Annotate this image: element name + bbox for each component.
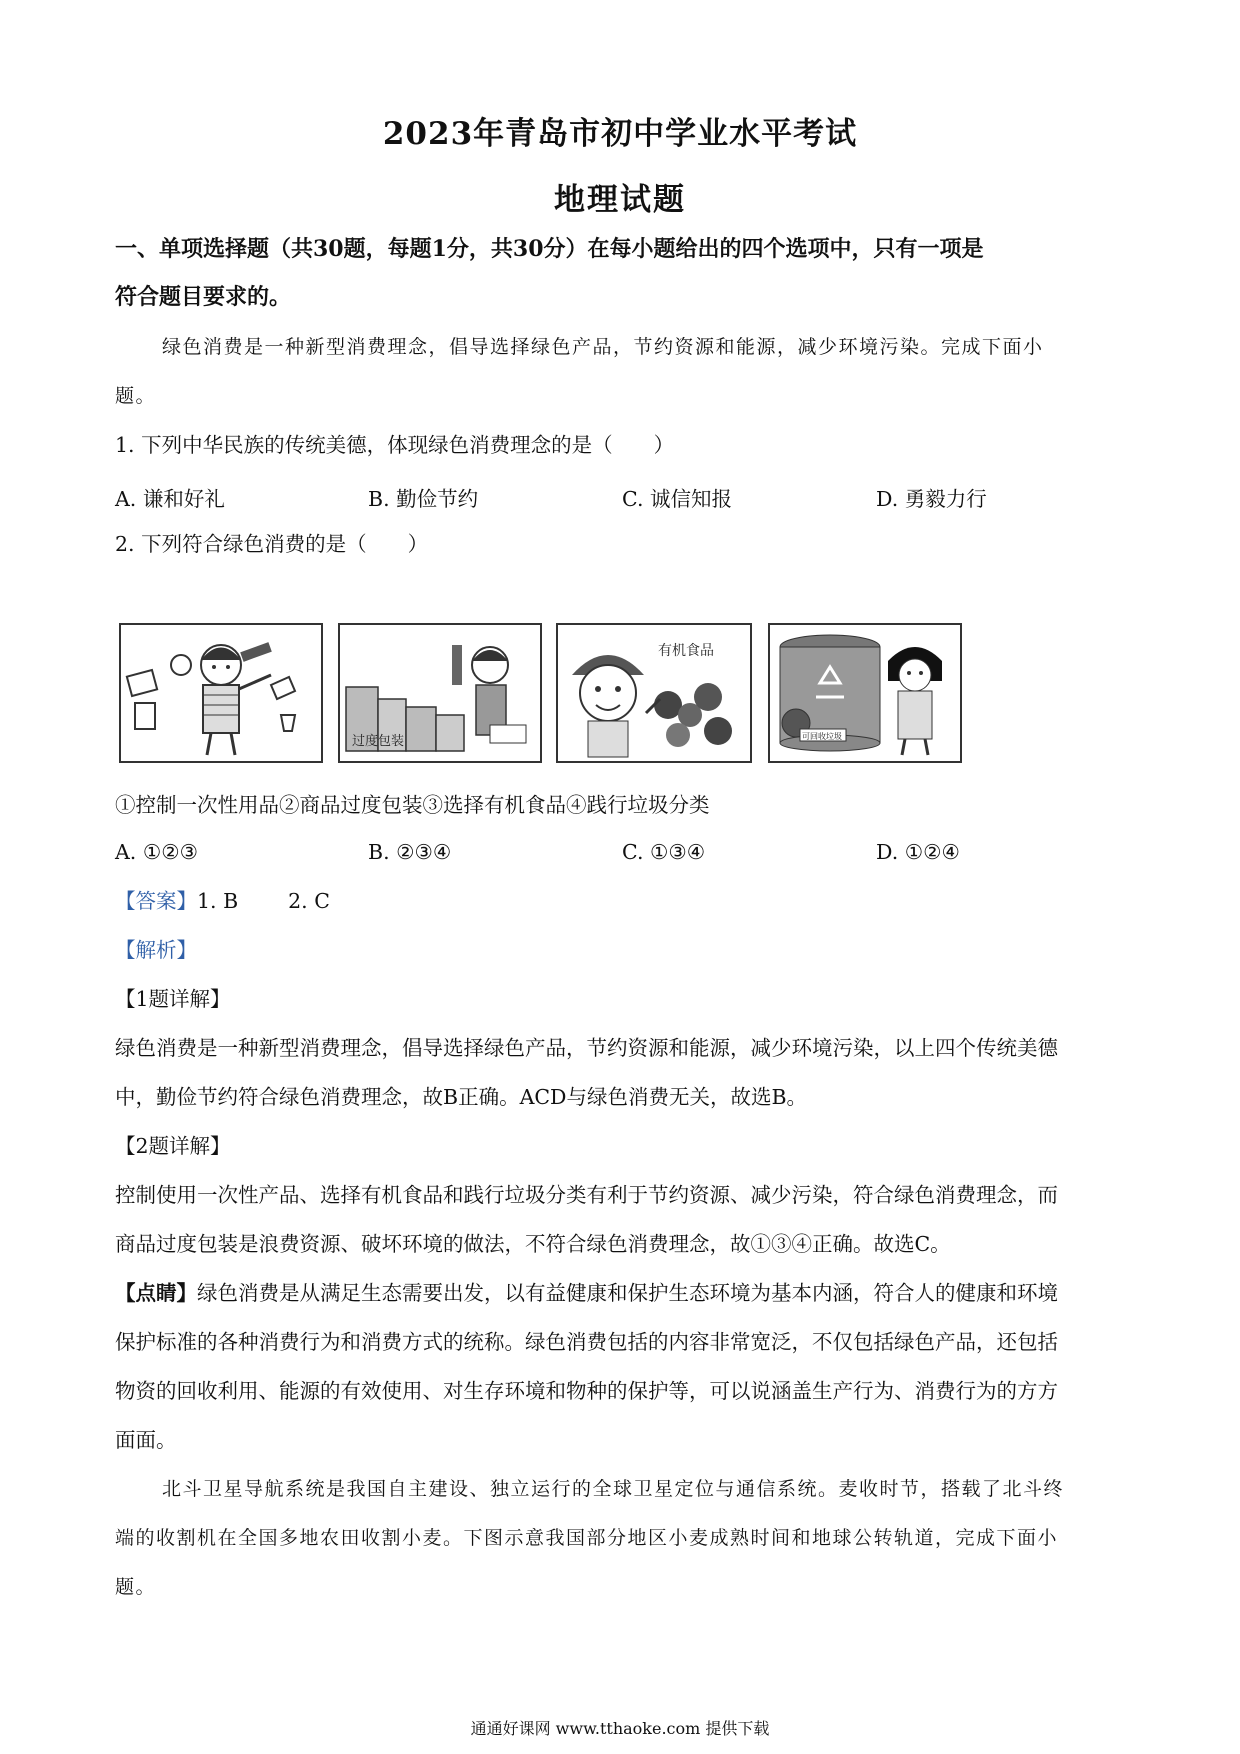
q1-option-b: B. 勤俭节约 [368,487,479,511]
section-heading-cont: 符合题目要求的。 [115,284,292,310]
q2-option-b: B. ②③④ [368,840,452,864]
analysis-label: 【解析】 [115,938,197,962]
question-2-stem: 2. 下列符合绿色消费的是（ ） [115,532,429,556]
detail-1-text: 绿色消费是一种新型消费理念，倡导选择绿色产品，节约资源和能源，减少环境污染，以上四个传统美德 [115,1036,1058,1060]
exam-title: 2023年青岛市初中学业水平考试 [382,116,858,152]
page-footer: 通通好课网 www.tthaoke.com 提供下载 [470,1719,770,1738]
q2-option-d: D. ①②④ [876,840,960,864]
q2-option-a: A. ①②③ [115,840,198,864]
tip-text-4: 面面。 [115,1428,177,1452]
answer-1: 1. B [197,889,239,913]
recycle-caption: 可回收垃圾 [802,732,842,741]
intro2-paragraph: 北斗卫星导航系统是我国自主建设、独立运行的全球卫星定位与通信系统。麦收时节，搭载了北斗终 [162,1478,1065,1500]
detail-2-text: 控制使用一次性产品、选择有机食品和践行垃圾分类有利于节约资源、减少污染，符合绿色消费理念，而 [115,1183,1058,1207]
detail-2-label: 【2题详解】 [115,1134,231,1158]
organic-food-caption: 有机食品 [658,643,714,659]
disposable-items-illustration [119,623,323,763]
q2-image-labels: ①控制一次性用品②商品过度包装③选择有机食品④践行垃圾分类 [115,793,710,817]
tip-paragraph [115,1280,1058,1306]
packaging-caption: 过度包装 [352,734,405,749]
answer-label: 【答案】 [115,889,197,913]
intro-paragraph-cont: 题。 [115,385,157,407]
tip-label: 【点睛】 [115,1281,197,1305]
q1-option-d: D. 勇毅力行 [876,487,987,511]
q2-option-c: C. ①③④ [622,840,706,864]
q1-option-a: A. 谦和好礼 [115,487,225,511]
question-1-stem: 1. 下列中华民族的传统美德，体现绿色消费理念的是（ ） [115,433,675,457]
detail-1-text-cont: 中，勤俭节约符合绿色消费理念，故B正确。ACD与绿色消费无关，故选B。 [115,1085,808,1109]
answer-2: 2. C [288,889,330,913]
detail-2-text-cont: 商品过度包装是浪费资源、破坏环境的做法，不符合绿色消费理念，故①③④正确。故选C。 [115,1232,951,1256]
recycling-bin-illustration [768,623,962,763]
detail-1-label: 【1题详解】 [115,987,231,1011]
exam-subtitle: 地理试题 [554,182,686,218]
answer-line [115,888,330,914]
organic-food-illustration [556,623,752,763]
intro2-paragraph-cont: 端的收割机在全国多地农田收割小麦。下图示意我国部分地区小麦成熟时间和地球公转轨道，完成下面小 [115,1527,1059,1549]
intro-paragraph: 绿色消费是一种新型消费理念，倡导选择绿色产品，节约资源和能源，减少环境污染。完成下面小 [162,336,1044,358]
tip-text-1: 绿色消费是从满足生态需要出发，以有益健康和保护生态环境为基本内涵，符合人的健康和环境 [197,1281,1058,1305]
section-heading: 一、单项选择题（共30题，每题1分，共30分）在每小题给出的四个选项中，只有一项是 [115,236,984,262]
over-packaging-illustration [338,623,542,763]
tip-text-3: 物资的回收利用、能源的有效使用、对生存环境和物种的保护等，可以说涵盖生产行为、消费行为的方方 [115,1379,1058,1403]
intro2-paragraph-end: 题。 [115,1576,157,1598]
q1-option-c: C. 诚信知报 [622,487,732,511]
tip-text-2: 保护标准的各种消费行为和消费方式的统称。绿色消费包括的内容非常宽泛，不仅包括绿色产品，还包括 [115,1330,1058,1354]
